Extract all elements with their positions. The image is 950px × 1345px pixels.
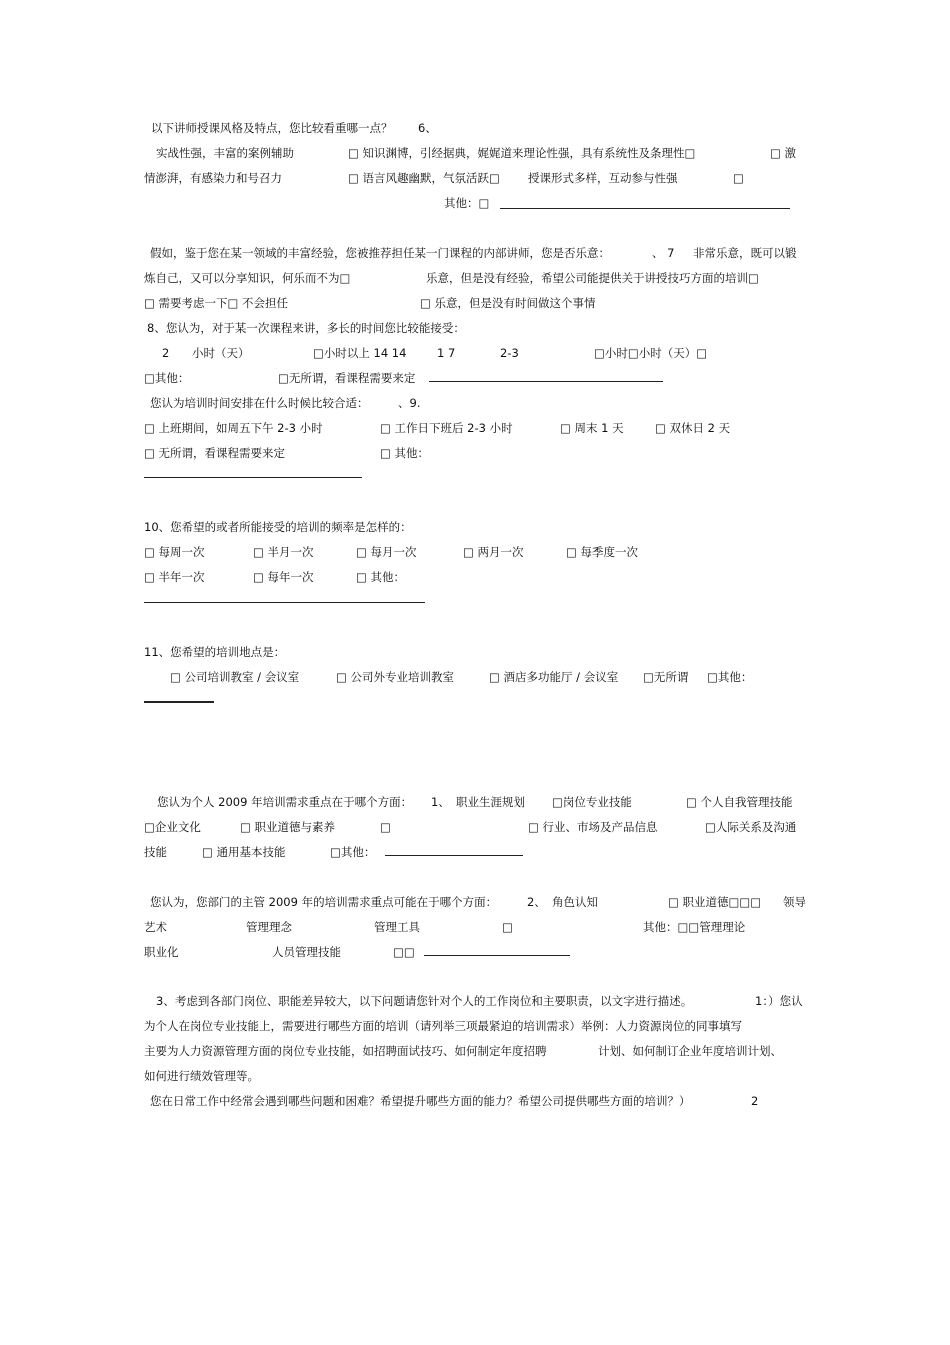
q3-sub2-text: 您在日常工作中经常会遇到哪些问题和困难？希望提升哪些方面的能力？希望公司提供哪些方面的培训？） bbox=[150, 1094, 691, 1108]
q11-other-underline[interactable] bbox=[144, 701, 214, 703]
q7-option-willing-no-experience[interactable]: 乐意，但是没有经验，希望公司能提供关于讲授技巧方面的培训□ bbox=[426, 271, 759, 285]
q6-option-passion[interactable]: □ 激 bbox=[770, 146, 797, 160]
q6-option-knowledge[interactable]: □ 知识渊博，引经据典，娓娓道来理论性强，具有系统性及条理性□ bbox=[348, 146, 696, 160]
qb-other-underline[interactable] bbox=[424, 955, 570, 956]
q11-opt-hotel[interactable]: □ 酒店多功能厅 / 会议室 bbox=[489, 670, 619, 684]
qb-opt-people-mgmt: 人员管理技能 bbox=[272, 945, 341, 959]
q7-option-willing-no-time[interactable]: □ 乐意，但是没有时间做这个事情 bbox=[420, 296, 596, 310]
q8-other[interactable]: □其他： bbox=[144, 371, 190, 385]
q8-other-underline[interactable] bbox=[429, 381, 663, 382]
q9-title: 您认为培训时间安排在什么时候比较合适： bbox=[150, 396, 369, 410]
qa-opt-career: 职业生涯规划 bbox=[456, 795, 525, 809]
q3-example-a: 主要为人力资源管理方面的岗位专业技能，如招聘面试技巧、如何制定年度招聘 bbox=[144, 1044, 547, 1058]
q3-example-c: 如何进行绩效管理等。 bbox=[144, 1069, 259, 1083]
qa-opt-communication[interactable]: □人际关系及沟通 bbox=[705, 820, 797, 834]
q11-title: 11、您希望的培训地点是： bbox=[144, 645, 286, 659]
q8-title: 8、您认为，对于某一次课程来讲，多长的时间您比较能接受： bbox=[147, 321, 465, 335]
q10-opt-quarterly[interactable]: □ 每季度一次 bbox=[566, 545, 639, 559]
q10-opt-yearly[interactable]: □ 每年一次 bbox=[253, 570, 314, 584]
q11-opt-any[interactable]: □无所谓 bbox=[643, 670, 689, 684]
qb-opt-role: 角色认知 bbox=[552, 895, 598, 909]
qb-question: 您认为，您部门的主管 2009 年的培训需求重点可能在于哪个方面： bbox=[150, 895, 498, 909]
q6-other[interactable]: 其他：□ bbox=[444, 196, 490, 210]
q6-option-humor[interactable]: □ 语言风趣幽默，气氛活跃□ bbox=[348, 171, 500, 185]
qa-opt-industry[interactable]: □ 行业、市场及产品信息 bbox=[528, 820, 658, 834]
q8-opt-above[interactable]: □小时以上 14 14 bbox=[313, 346, 407, 360]
qb-opt-checkboxes[interactable]: □□ bbox=[393, 945, 415, 959]
q6-other-underline[interactable] bbox=[500, 208, 790, 209]
q10-opt-half-year[interactable]: □ 半年一次 bbox=[144, 570, 205, 584]
q11-opt-company-room[interactable]: □ 公司培训教室 / 会议室 bbox=[170, 670, 300, 684]
q3-sub1-text: 为个人在岗位专业技能上，需要进行哪些方面的培训（请列举三项最紧迫的培训需求）举例：人力资源岗位的同事填写 bbox=[144, 1019, 742, 1033]
qb-opt-checkbox[interactable]: □ bbox=[502, 920, 513, 934]
qa-opt-job-skills[interactable]: □岗位专业技能 bbox=[552, 795, 632, 809]
q3-example-b: 计划、如何制订企业年度培训计划、 bbox=[598, 1044, 782, 1058]
qb-opt-leadership: 领导 bbox=[783, 895, 806, 909]
q9-opt-after-work[interactable]: □ 工作日下班后 2-3 小时 bbox=[380, 421, 513, 435]
qa-opt-self-management[interactable]: □ 个人自我管理技能 bbox=[686, 795, 793, 809]
q10-opt-weekly[interactable]: □ 每周一次 bbox=[144, 545, 205, 559]
q8-opt-hours-days: 小时（天） bbox=[192, 346, 250, 360]
q6-option-interactive-checkbox[interactable]: □ bbox=[733, 171, 744, 185]
q3-sub1-number: 1：）您认 bbox=[755, 994, 803, 1008]
q6-number: 6、 bbox=[418, 121, 437, 135]
q7-number: 、 7 bbox=[652, 246, 675, 260]
qa-question: 您认为个人 2009 年培训需求重点在于哪个方面： bbox=[157, 795, 413, 809]
q9-opt-work-hours[interactable]: □ 上班期间，如周五下午 2-3 小时 bbox=[144, 421, 323, 435]
q8-opt-17: 1 7 bbox=[437, 346, 456, 360]
q7-option-very-willing-cont[interactable]: 炼自己，又可以分享知识，何乐而不为□ bbox=[144, 271, 351, 285]
q8-opt-hours[interactable]: □小时□小时（天）□ bbox=[594, 346, 708, 360]
q10-title: 10、您希望的或者所能接受的培训的频率是怎样的： bbox=[144, 520, 412, 534]
qb-opt-mgmt-tools: 管理工具 bbox=[374, 920, 420, 934]
q10-opt-monthly[interactable]: □ 每月一次 bbox=[356, 545, 417, 559]
q9-opt-any[interactable]: □ 无所谓，看课程需要来定 bbox=[144, 446, 286, 460]
qa-opt-checkbox[interactable]: □ bbox=[380, 820, 391, 834]
q8-opt-2-3: 2-3 bbox=[500, 346, 519, 360]
qb-number: 2、 bbox=[527, 895, 546, 909]
q10-opt-bimonthly[interactable]: □ 两月一次 bbox=[463, 545, 524, 559]
q7-option-very-willing: 非常乐意，既可以锻 bbox=[693, 246, 797, 260]
qa-opt-ethics[interactable]: □ 职业道德与素养 bbox=[240, 820, 336, 834]
qa-opt-general[interactable]: □ 通用基本技能 bbox=[202, 845, 286, 859]
q3-intro: 3、考虑到各部门岗位、职能差异较大，以下问题请您针对个人的工作岗位和主要职责，以文字进行描述。 bbox=[156, 994, 693, 1008]
q6-option-practical: 实战性强，丰富的案例辅助 bbox=[156, 146, 294, 160]
qa-opt-communication-cont: 技能 bbox=[144, 845, 167, 859]
qb-opt-professionalism: 职业化 bbox=[144, 945, 179, 959]
q9-number: 、9. bbox=[398, 396, 421, 410]
qb-opt-mgmt-concept: 管理理念 bbox=[246, 920, 292, 934]
q11-opt-external-room[interactable]: □ 公司外专业培训教室 bbox=[336, 670, 455, 684]
qb-opt-mgmt-theory[interactable]: 其他：□□管理理论 bbox=[643, 920, 746, 934]
qa-other-underline[interactable] bbox=[385, 855, 523, 856]
q9-other[interactable]: □ 其他： bbox=[380, 446, 430, 460]
q7-option-consider-decline[interactable]: □ 需要考虑一下□ 不会担任 bbox=[144, 296, 289, 310]
q8-opt-2: 2 bbox=[162, 346, 170, 360]
qb-opt-leadership-cont: 艺术 bbox=[144, 920, 167, 934]
qa-opt-culture[interactable]: □企业文化 bbox=[144, 820, 201, 834]
q3-sub2-number: 2 bbox=[751, 1094, 759, 1108]
qb-opt-ethics[interactable]: □ 职业道德□□□ bbox=[668, 895, 762, 909]
q9-opt-weekend-2[interactable]: □ 双休日 2 天 bbox=[655, 421, 731, 435]
q10-other[interactable]: □ 其他： bbox=[356, 570, 406, 584]
qa-other[interactable]: □其他： bbox=[330, 845, 376, 859]
q6-option-interactive: 授课形式多样，互动参与性强 bbox=[528, 171, 678, 185]
q10-other-underline[interactable] bbox=[144, 602, 425, 603]
q7-question: 假如，鉴于您在某一领域的丰富经验，您被推荐担任某一门课程的内部讲师，您是否乐意： bbox=[150, 246, 610, 260]
q9-other-underline[interactable] bbox=[144, 477, 362, 478]
q6-title: 以下讲师授课风格及特点，您比较看重哪一点？ bbox=[151, 121, 393, 135]
qa-number: 1、 bbox=[431, 795, 450, 809]
q6-option-passion-cont: 情澎湃，有感染力和号召力 bbox=[144, 171, 282, 185]
q10-opt-half-month[interactable]: □ 半月一次 bbox=[253, 545, 314, 559]
q11-other[interactable]: □其他： bbox=[707, 670, 753, 684]
q8-opt-depends[interactable]: □无所谓，看课程需要来定 bbox=[278, 371, 416, 385]
q9-opt-weekend-1[interactable]: □ 周末 1 天 bbox=[560, 421, 624, 435]
